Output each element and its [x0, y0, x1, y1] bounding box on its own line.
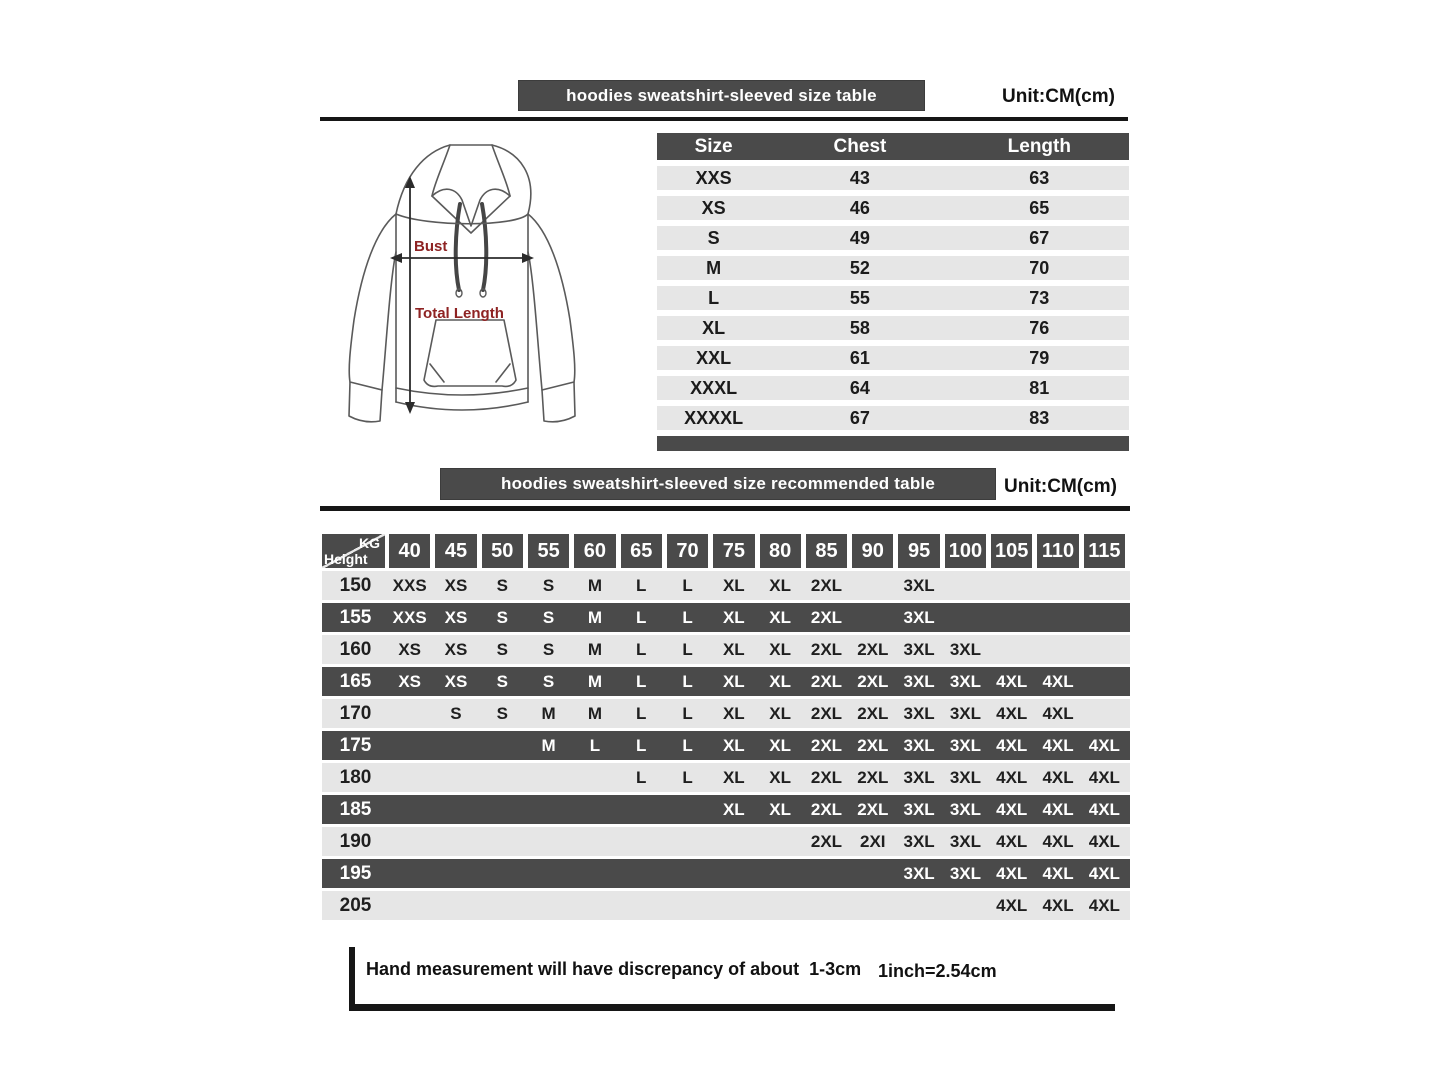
size-cell: 3XL	[903, 703, 935, 723]
size-table-title: hoodies sweatshirt-sleeved size table	[566, 85, 877, 105]
corner-height-label: Height	[324, 551, 368, 567]
height-cell: 155	[339, 606, 372, 628]
weight-column-header: 100	[945, 534, 986, 568]
size-table	[657, 133, 1129, 451]
size-table-row	[657, 376, 1129, 400]
height-cell: 165	[339, 670, 372, 692]
recommended-row	[322, 571, 1130, 600]
size-cell: XS	[444, 671, 468, 691]
size-cell: L	[636, 767, 647, 787]
weight-column-header: 105	[991, 534, 1032, 568]
size-cell: 3XL	[903, 575, 935, 595]
size-cell: XL	[722, 799, 745, 819]
size-table-row	[657, 406, 1129, 430]
size-cell: 4XL	[1042, 735, 1074, 755]
size-cell: 3XL	[949, 671, 981, 691]
size-table-cell: 73	[1029, 287, 1050, 308]
size-cell: 2XL	[810, 703, 843, 723]
size-cell: L	[682, 703, 693, 723]
size-cell: XS	[398, 639, 421, 659]
bottom-divider-rule	[320, 506, 1130, 511]
size-cell: 2XL	[810, 607, 843, 627]
pocket-outline	[424, 320, 516, 386]
size-cell: 3XL	[903, 799, 935, 819]
size-cell: 2XL	[857, 703, 889, 723]
size-cell: XL	[769, 735, 792, 755]
size-cell: 2XL	[810, 575, 843, 595]
recommended-row	[322, 795, 1130, 824]
size-cell: 4XL	[1042, 671, 1074, 691]
size-table-cell: 65	[1029, 197, 1050, 218]
recommended-table	[322, 534, 1130, 920]
size-cell: 4XL	[1042, 895, 1074, 915]
size-table-cell: M	[706, 257, 722, 278]
size-cell: XL	[769, 671, 792, 691]
corner-cell	[322, 534, 385, 568]
size-cell: XL	[722, 639, 745, 659]
weight-column-header: 90	[852, 534, 893, 568]
size-cell: XL	[722, 575, 745, 595]
size-cell: XL	[722, 735, 745, 755]
weight-column-header: 75	[713, 534, 754, 568]
conversion-text: 1inch=2.54cm	[878, 961, 997, 981]
size-cell: 2XL	[857, 735, 889, 755]
hoodie-measurement-diagram	[332, 130, 618, 456]
weight-column-header: 110	[1037, 534, 1078, 568]
size-cell: 2XI	[860, 831, 886, 851]
size-cell: 4XL	[996, 767, 1028, 787]
size-cell: XXS	[392, 575, 427, 595]
size-cell: XL	[769, 575, 792, 595]
size-cell: 2XL	[810, 767, 843, 787]
size-cell: M	[587, 575, 602, 595]
size-cell: XL	[722, 607, 745, 627]
size-cell: 4XL	[996, 895, 1028, 915]
size-cell: 2XL	[857, 639, 889, 659]
sleeve-left	[349, 214, 396, 390]
weight-column-header: 95	[898, 534, 939, 568]
size-table-cell: 49	[849, 227, 870, 248]
size-cell: 2XL	[857, 671, 889, 691]
size-table-header-cell: Chest	[833, 135, 887, 157]
total-length-label: Total Length	[415, 305, 504, 322]
recommended-row	[322, 603, 1130, 632]
weight-column-header: 115	[1084, 534, 1125, 568]
size-cell: 3XL	[949, 735, 981, 755]
size-cell: 2XL	[810, 639, 843, 659]
size-cell: S	[496, 639, 508, 659]
size-table-cell: 81	[1029, 377, 1050, 398]
size-cell: 3XL	[949, 799, 981, 819]
weight-column-header: 50	[482, 534, 523, 568]
size-cell: 2XL	[810, 831, 843, 851]
size-cell: 4XL	[996, 831, 1028, 851]
size-table-cell: XXL	[696, 347, 732, 368]
size-cell: L	[636, 703, 647, 723]
recommended-title-bar	[440, 468, 996, 500]
size-cell: L	[682, 767, 693, 787]
recommended-row	[322, 859, 1130, 888]
size-cell: 4XL	[996, 735, 1028, 755]
size-cell: L	[682, 735, 693, 755]
size-table-title-bar	[518, 80, 925, 111]
size-cell: 3XL	[949, 831, 981, 851]
size-cell: S	[542, 575, 555, 595]
size-cell: XL	[769, 639, 792, 659]
size-table-cell: XXXL	[690, 377, 738, 398]
size-cell: 4XL	[996, 671, 1028, 691]
size-cell: 3XL	[903, 671, 935, 691]
size-cell: 4XL	[1042, 767, 1074, 787]
weight-column-header: 45	[435, 534, 476, 568]
size-cell: L	[636, 607, 647, 627]
height-cell: 150	[339, 574, 372, 596]
size-cell: XL	[722, 703, 745, 723]
bust-label: Bust	[414, 238, 448, 255]
top-divider-rule	[320, 117, 1128, 121]
size-cell: XS	[444, 575, 468, 595]
height-cell: 175	[339, 734, 372, 756]
weight-column-header: 65	[621, 534, 662, 568]
size-table-row	[657, 286, 1129, 310]
size-table-cell: 76	[1029, 317, 1050, 338]
size-table-row	[657, 256, 1129, 280]
size-cell: 3XL	[903, 831, 935, 851]
size-cell: S	[496, 671, 508, 691]
size-cell: 3XL	[949, 703, 981, 723]
height-cell: 160	[339, 638, 372, 660]
drawstring-right	[482, 204, 486, 290]
size-cell: 4XL	[1088, 895, 1120, 915]
height-cell: 170	[339, 702, 372, 724]
weight-header-row	[322, 534, 1130, 568]
size-table-rows	[657, 166, 1129, 430]
drawstring-left	[456, 204, 460, 290]
size-table-row	[657, 196, 1129, 220]
recommended-rows	[322, 571, 1130, 920]
recommended-row	[322, 635, 1130, 664]
size-cell: 2XL	[857, 767, 889, 787]
size-table-row	[657, 346, 1129, 370]
size-table-row	[657, 316, 1129, 340]
size-cell: XXS	[392, 607, 427, 627]
size-cell: XL	[722, 767, 745, 787]
size-table-cell: 55	[849, 287, 870, 308]
weight-column-header: 85	[806, 534, 847, 568]
size-table-header	[657, 133, 1129, 160]
size-table-header-cell: Size	[694, 135, 733, 157]
size-table-row	[657, 166, 1129, 190]
size-cell: 3XL	[949, 863, 981, 883]
size-cell: XS	[444, 639, 468, 659]
unit-label-top: Unit:CM(cm)	[1002, 86, 1115, 107]
height-cell: 185	[339, 798, 372, 820]
weight-column-header: 70	[667, 534, 708, 568]
size-cell: 4XL	[1042, 799, 1074, 819]
size-table-cell: 46	[849, 197, 870, 218]
size-cell: L	[636, 639, 647, 659]
bust-arrow	[390, 253, 534, 263]
size-table-cell: 61	[849, 347, 870, 368]
size-cell: 3XL	[949, 639, 981, 659]
size-table-cell: 83	[1029, 407, 1050, 428]
size-table-cell: 63	[1029, 167, 1050, 188]
recommended-row	[322, 827, 1130, 856]
size-cell: 3XL	[903, 607, 935, 627]
size-cell: L	[589, 735, 601, 755]
size-table-row	[657, 226, 1129, 250]
size-cell: 4XL	[1042, 863, 1074, 883]
size-cell: XL	[769, 703, 792, 723]
height-cell: 190	[339, 830, 372, 852]
recommended-row	[322, 667, 1130, 696]
size-cell: L	[682, 671, 693, 691]
height-cell: 180	[339, 766, 372, 788]
size-cell: 4XL	[1042, 831, 1074, 851]
size-cell: 4XL	[996, 863, 1028, 883]
size-cell: XL	[769, 607, 792, 627]
size-cell: L	[636, 735, 647, 755]
height-cell: 205	[339, 894, 372, 916]
size-cell: XS	[444, 607, 468, 627]
size-cell: 4XL	[1088, 799, 1120, 819]
sleeve-right	[528, 214, 575, 390]
weight-column-header: 60	[574, 534, 615, 568]
weight-column-header: 40	[389, 534, 430, 568]
recommended-title: hoodies sweatshirt-sleeved size recommended table	[500, 474, 935, 493]
size-cell: M	[541, 735, 556, 755]
footnote-text: Hand measurement will have discrepancy of about 1-3cm	[366, 959, 862, 979]
size-cell: 2XL	[810, 799, 843, 819]
size-cell: 2XL	[810, 671, 843, 691]
size-cell: XL	[769, 799, 792, 819]
size-cell: 3XL	[903, 735, 935, 755]
size-cell: M	[587, 639, 602, 659]
size-cell: L	[636, 671, 647, 691]
size-table-cell: 67	[1029, 227, 1050, 248]
size-cell: 4XL	[1088, 863, 1120, 883]
size-cell: S	[496, 703, 508, 723]
size-cell: 2XL	[857, 799, 889, 819]
size-table-cell: 43	[849, 167, 870, 188]
size-cell: S	[496, 607, 508, 627]
size-cell: 3XL	[903, 863, 935, 883]
size-table-cell: 79	[1029, 347, 1050, 368]
size-cell: 4XL	[1088, 767, 1120, 787]
total-length-arrow	[405, 176, 415, 414]
size-cell: S	[542, 639, 555, 659]
size-cell: 3XL	[903, 767, 935, 787]
size-table-cell: 70	[1029, 257, 1050, 278]
size-cell: 3XL	[903, 639, 935, 659]
size-table-footer-bar	[657, 436, 1129, 451]
size-cell: M	[541, 703, 556, 723]
recommended-row	[322, 891, 1130, 920]
size-cell: M	[587, 671, 602, 691]
size-cell: 3XL	[949, 767, 981, 787]
corner-kg-label: KG	[359, 535, 380, 551]
weight-column-header: 80	[760, 534, 801, 568]
size-cell: 4XL	[1042, 703, 1074, 723]
size-cell: 4XL	[1088, 735, 1120, 755]
size-cell: 2XL	[810, 735, 843, 755]
size-table-cell: 58	[849, 317, 870, 338]
size-table-cell: XS	[701, 197, 726, 218]
size-cell: S	[496, 575, 508, 595]
size-cell: S	[450, 703, 462, 723]
size-cell: L	[682, 607, 693, 627]
size-cell: M	[587, 703, 602, 723]
size-table-cell: 67	[849, 407, 870, 428]
size-cell: XL	[769, 767, 792, 787]
recommended-row	[322, 731, 1130, 760]
recommended-row	[322, 763, 1130, 792]
size-table-cell: 64	[849, 377, 870, 398]
height-cell: 195	[339, 862, 372, 884]
size-table-cell: S	[707, 227, 720, 248]
recommended-row	[322, 699, 1130, 728]
size-cell: 4XL	[996, 703, 1028, 723]
size-cell: L	[682, 575, 693, 595]
size-table-cell: XXS	[695, 167, 732, 188]
size-cell: XS	[398, 671, 421, 691]
size-table-cell: XXXXL	[684, 407, 744, 428]
size-cell: XL	[722, 671, 745, 691]
size-cell: 4XL	[1088, 831, 1120, 851]
size-cell: L	[682, 639, 693, 659]
size-table-cell: L	[708, 287, 720, 308]
size-table-header-cell: Length	[1007, 135, 1071, 157]
weight-column-header: 55	[528, 534, 569, 568]
size-table-cell: XL	[702, 317, 726, 338]
size-cell: M	[587, 607, 602, 627]
size-cell: S	[542, 671, 555, 691]
footnote-vertical-bar	[349, 947, 355, 1011]
footnote-horizontal-bar	[349, 1004, 1115, 1011]
size-table-cell: 52	[849, 257, 870, 278]
size-cell: L	[636, 575, 647, 595]
unit-label-bottom: Unit:CM(cm)	[1004, 476, 1117, 497]
size-cell: S	[542, 607, 555, 627]
size-cell: 4XL	[996, 799, 1028, 819]
